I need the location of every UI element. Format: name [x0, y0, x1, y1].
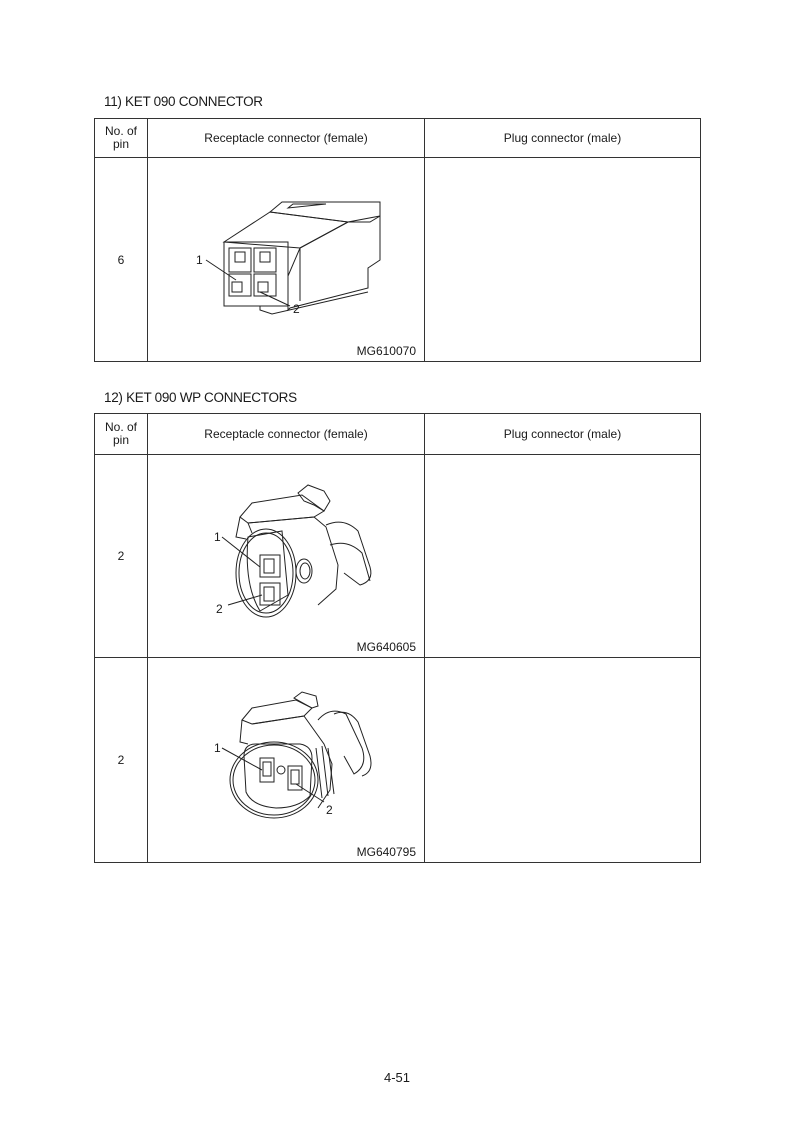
section-12-title: 12) KET 090 WP CONNECTORS	[104, 390, 297, 405]
table-row	[95, 658, 701, 863]
pin-count: 2	[95, 658, 148, 863]
table-row	[95, 158, 701, 362]
figure-code: MG610070	[356, 344, 416, 358]
callout-2: 2	[326, 803, 333, 817]
ket-090-wp-connectors-table	[94, 413, 701, 863]
plug-figure-cell	[425, 455, 701, 658]
pin-count: 6	[95, 158, 148, 362]
callout-1: 1	[196, 253, 203, 267]
plug-figure-cell	[425, 658, 701, 863]
connector-6pin-drawing	[148, 158, 425, 362]
callout-2: 2	[216, 602, 223, 616]
receptacle-figure-cell	[148, 158, 425, 362]
callout-1: 1	[214, 530, 221, 544]
table-row	[95, 455, 701, 658]
ket-090-connector-table	[94, 118, 701, 362]
header-receptacle: Receptacle connector (female)	[148, 119, 425, 158]
figure-code: MG640795	[356, 845, 416, 859]
plug-figure-cell	[425, 158, 701, 362]
table-header-row	[95, 119, 701, 158]
receptacle-figure-cell	[148, 658, 425, 863]
pin-count: 2	[95, 455, 148, 658]
page-number: 4-51	[383, 1070, 411, 1085]
receptacle-figure-cell	[148, 455, 425, 658]
connector-wp-2pin-drawing-a	[148, 455, 425, 658]
header-no-of-pin: No. of pin	[95, 414, 148, 455]
header-plug: Plug connector (male)	[425, 414, 701, 455]
connector-wp-2pin-drawing-b	[148, 658, 425, 863]
header-plug: Plug connector (male)	[425, 119, 701, 158]
section-11-title: 11) KET 090 CONNECTOR	[104, 94, 263, 109]
header-receptacle: Receptacle connector (female)	[148, 414, 425, 455]
callout-1: 1	[214, 741, 221, 755]
callout-2: 2	[293, 302, 300, 316]
header-no-of-pin: No. of pin	[95, 119, 148, 158]
figure-code: MG640605	[356, 640, 416, 654]
table-header-row	[95, 414, 701, 455]
